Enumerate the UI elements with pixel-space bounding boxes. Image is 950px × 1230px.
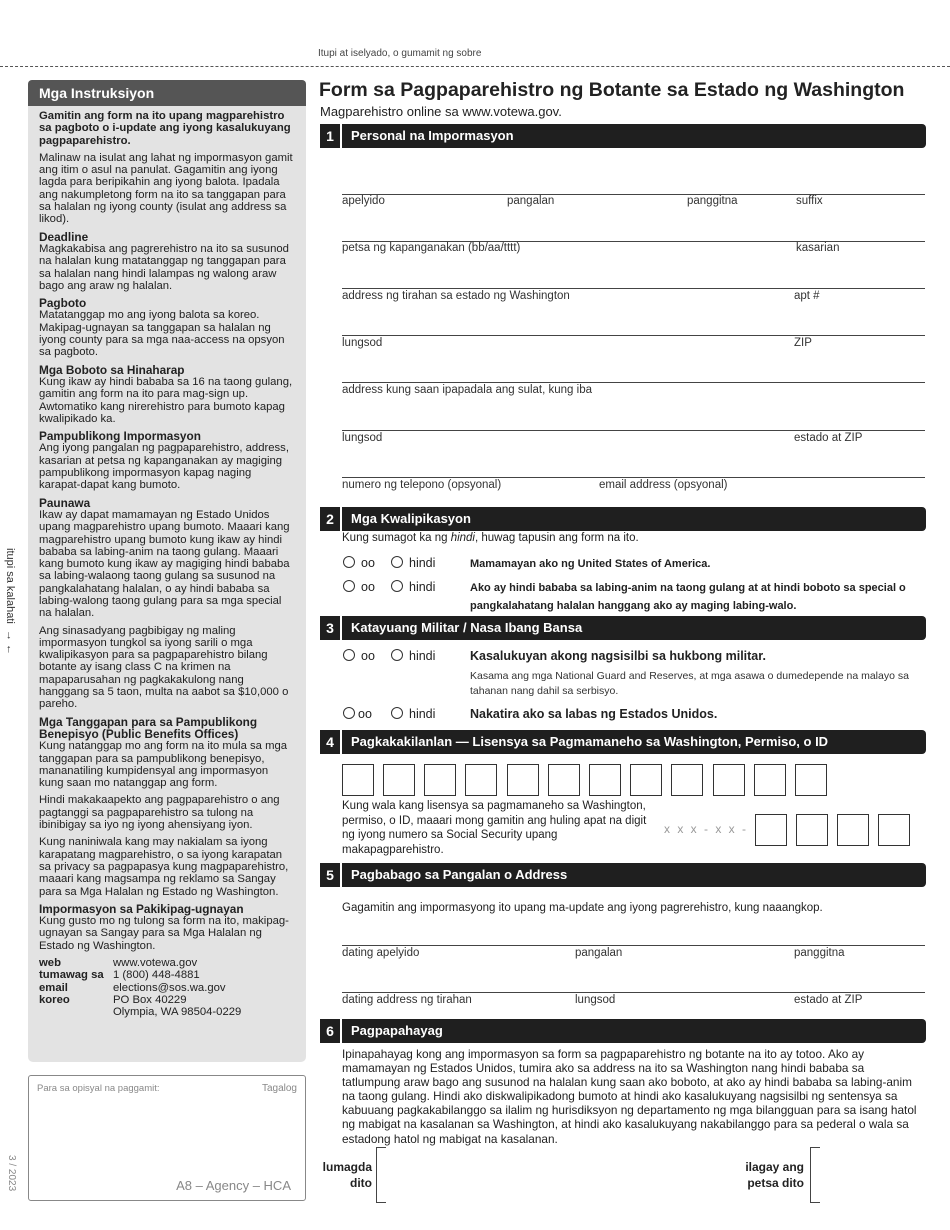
form-subtitle: Magparehistro online sa www.votewa.gov. bbox=[320, 104, 562, 119]
contact-web[interactable]: www.votewa.gov bbox=[113, 957, 198, 969]
warning-text-2: Ang sinasadyang pagbibigay ng maling impormasyon tungkol sa iyong sarili o mga kwalipikasyon para sa pagpaparehistro bilang botante ay isang class C na krimen na mapaparusahan ng pagkakakulong nang hanggang sa 5 taon, multa na aabot sa $10,000 o pareho. bbox=[39, 624, 289, 711]
last-name-label: apelyido bbox=[342, 195, 385, 207]
suffix-label: suffix bbox=[796, 195, 823, 207]
declaration-text: Ipinapahayag kong ang impormasyon sa form sa pagpaparehistro ng botante na ito ay totoo. Ako ay mamamayan ng Estados Unidos, tumira ako sa address na ito sa Washington nang hindi bababa sa tatlumpung araw bago ang susunod na halalan kung saan ako boboto, at ako ay hindi bababa sa labing-anim na taong gulang. Hindi ako diskwalipikadong bumoto at hindi ako kasalukuyang nagsisilbi ng sentensya sa kabuuang pagkakabilanggo sa ilalim ng hurisdiksyon ng departamento ng mga bilangguan para sa isang hatol ng mabigat na kasalanan sa Washington, at hindi ako kasalukuyang nakabilanggo para sa pederal o wala sa estadong hatol ng mabigat na kasalanan. bbox=[342, 1047, 917, 1146]
warning-text-1: Ikaw ay dapat mamamayan ng Estado Unidos upang magparehistro upang bumoto. Maaari kang magparehistro upang bumoto kung ikaw ay hindi bababa sa labing-anim na taong gulang. Maaari kang bumoto kung ikaw ay magiging hindi bababa sa labing-walaong taong gulang sa susunod na pangkalahatang halalan, o ay hindi bababa sa labing-walong taong gulang para sa mga special na halalan. bbox=[39, 508, 290, 620]
zip-label: ZIP bbox=[794, 337, 812, 349]
license-digit-box[interactable] bbox=[465, 764, 497, 796]
public-text: Ang iyong pangalan ng pagpaparehistro, address, kasarian at petsa ng kapanganakan ay magiging pampublikong impormasyon kapag naging karapat-dapat kang bumoto. bbox=[39, 442, 289, 492]
license-digit-box[interactable] bbox=[754, 764, 786, 796]
contact-email[interactable]: elections@sos.wa.gov bbox=[113, 981, 226, 994]
dob-label: petsa ng kapanganakan (bb/aa/tttt) bbox=[342, 242, 521, 254]
mail-address-label: address kung saan ipapadala ang sulat, kung iba bbox=[342, 384, 592, 396]
license-digit-box[interactable] bbox=[507, 764, 539, 796]
section-number: 2 bbox=[320, 507, 342, 531]
ssn-digit-box[interactable] bbox=[837, 814, 869, 846]
instructions-title: Mga Instruksiyon bbox=[28, 80, 306, 106]
sign-here-label: lumagda dito bbox=[322, 1160, 372, 1190]
contact-phone[interactable]: 1 (800) 448-4881 bbox=[113, 969, 200, 982]
section-1-header bbox=[320, 124, 926, 148]
name-field-line[interactable] bbox=[342, 194, 925, 195]
ssn-digit-box[interactable] bbox=[755, 814, 787, 846]
section-number: 6 bbox=[320, 1019, 342, 1043]
signature-field[interactable] bbox=[376, 1147, 386, 1203]
ssn-digit-box[interactable] bbox=[878, 814, 910, 846]
license-digit-box[interactable] bbox=[671, 764, 703, 796]
intro-bold: Gamitin ang form na ito upang magparehistro sa pagboto o i-update ang iyong kasalukuyang pagpaparehistro. bbox=[39, 110, 291, 147]
city-label: lungsod bbox=[342, 337, 383, 349]
fold-arrows-icon: → ← bbox=[4, 629, 16, 656]
date-here-label: ilagay ang petsa dito bbox=[745, 1160, 804, 1190]
section-number: 5 bbox=[320, 863, 342, 887]
no-label: hindi bbox=[409, 707, 436, 721]
license-digit-box[interactable] bbox=[795, 764, 827, 796]
ssn-note: Kung wala kang lisensya sa pagmamaneho sa Washington, permiso, o ID, maaari mong gamitin ang huling apat na digit ng iyong numero sa Social Security upang makapagparehistro. bbox=[342, 800, 647, 856]
form-title: Form sa Pagpaparehistro ng Botante sa Estado ng Washington bbox=[319, 79, 905, 101]
contact-key: koreo bbox=[39, 993, 70, 1006]
official-use-label: Para sa opisyal na paggamit: bbox=[37, 1083, 160, 1094]
old-last-name-label: dating apelyido bbox=[342, 947, 420, 959]
age-yes-radio[interactable] bbox=[343, 580, 355, 592]
age-question: Ako ay hindi bababa sa labing-anim na taong gulang at at hindi boboto sa special o pangkalahatang halalan hanggang ako ay maging labing-walo. bbox=[470, 582, 906, 612]
section-number: 4 bbox=[320, 730, 342, 754]
no-label: hindi bbox=[409, 556, 436, 570]
old-city-label: lungsod bbox=[575, 994, 616, 1006]
language-label: Tagalog bbox=[261, 1083, 297, 1094]
no-label: hindi bbox=[409, 649, 436, 663]
first-name-label: pangalan bbox=[507, 195, 555, 207]
pagboto-text: Matatanggap mo ang iyong balota sa koreo. Makipag-ugnayan sa tanggapan sa halalan ng iyong county para sa mga naa-access na opsyon sa pagboto. bbox=[39, 309, 285, 359]
deadline-text: Magkakabisa ang pagrerehistro na ito sa susunod na halalan kung matatanggap ng tanggapan para sa halalan nang hindi lalampas ng walong araw bago ang araw ng halalan. bbox=[39, 242, 289, 292]
qualifications-instruction: Kung sumagot ka ng hindi, huwag tapusin ang form na ito. bbox=[342, 532, 639, 544]
agency-code: A8 – Agency – HCA bbox=[176, 1178, 291, 1193]
overseas-question: Nakatira ako sa labas ng Estados Unidos. bbox=[470, 707, 718, 721]
mail-city-field-line[interactable] bbox=[342, 430, 925, 431]
contact-key: web bbox=[39, 957, 61, 969]
mail-address-field-line[interactable] bbox=[342, 382, 925, 383]
age-no-radio[interactable] bbox=[391, 580, 403, 592]
license-digit-box[interactable] bbox=[424, 764, 456, 796]
gender-label: kasarian bbox=[796, 242, 840, 254]
old-state-zip-label: estado at ZIP bbox=[794, 994, 863, 1006]
license-digit-box[interactable] bbox=[713, 764, 745, 796]
no-label: hindi bbox=[409, 580, 436, 594]
citizen-yes-radio[interactable] bbox=[343, 556, 355, 568]
warning-heading: Paunawa bbox=[39, 495, 91, 510]
section-4-header bbox=[320, 730, 926, 754]
contact-key: tumawag sa bbox=[39, 969, 104, 982]
benefits-heading: Mga Tanggapan para sa Pampublikong Benepisyo (Public Benefits Offices) bbox=[39, 714, 258, 741]
state-zip-label: estado at ZIP bbox=[794, 432, 863, 444]
middle-name-label: panggitna bbox=[687, 195, 738, 207]
pagboto-heading: Pagboto bbox=[39, 296, 87, 311]
city-field-line[interactable] bbox=[342, 335, 925, 336]
license-digit-box[interactable] bbox=[589, 764, 621, 796]
section-number: 1 bbox=[320, 124, 342, 148]
section-title: Pagbabago sa Pangalan o Address bbox=[351, 867, 568, 882]
old-address-label: dating address ng tirahan bbox=[342, 994, 472, 1006]
mail-city-label: lungsod bbox=[342, 432, 383, 444]
military-question: Kasalukuyan akong nagsisilbi sa hukbong militar. bbox=[470, 649, 766, 663]
yes-label: oo bbox=[358, 707, 372, 721]
yes-label: oo bbox=[361, 580, 375, 594]
section-number: 3 bbox=[320, 616, 342, 640]
benefits-text-3: Kung naniniwala kang may nakialam sa iyong karapatang magparehistro, o sa iyong karapatan sa privacy sa pagpapasya kung magpaparehistro, maaari kang magsampa ng reklamo sa Sangay para sa Mga Halalan ng Estado ng Washington. bbox=[39, 836, 289, 898]
fold-note: itupi sa kalahati → ← bbox=[4, 548, 16, 656]
ssn-digit-box[interactable] bbox=[796, 814, 828, 846]
section-3-header bbox=[320, 616, 926, 640]
contact-intro: Kung gusto mo ng tulong sa form na ito, makipag-ugnayan sa Sangay para sa Mga Halalan ng Estado ng Washington. bbox=[39, 915, 289, 952]
military-no-radio[interactable] bbox=[391, 649, 403, 661]
contact-list bbox=[39, 957, 295, 1018]
section-5-header bbox=[320, 863, 926, 887]
section-2-header bbox=[320, 507, 926, 531]
license-digit-box[interactable] bbox=[548, 764, 580, 796]
version-label: 3 / 2023 bbox=[6, 1155, 17, 1192]
section-title: Katayuang Militar / Nasa Ibang Bansa bbox=[351, 620, 583, 635]
apt-label: apt # bbox=[794, 290, 820, 302]
old-middle-name-label: panggitna bbox=[794, 947, 845, 959]
email-label: email address (opsyonal) bbox=[599, 479, 728, 491]
deadline-heading: Deadline bbox=[39, 229, 89, 244]
section-title: Mga Kwalipikasyon bbox=[351, 511, 471, 526]
section-title: Personal na Impormasyon bbox=[351, 128, 514, 143]
public-heading: Pampublikong Impormasyon bbox=[39, 429, 201, 444]
tear-note: Itupi at iselyado, o gumamit ng sobre bbox=[318, 48, 482, 59]
old-first-name-label: pangalan bbox=[575, 947, 623, 959]
overseas-no-radio[interactable] bbox=[391, 707, 403, 719]
contact-mail-city: Olympia, WA 98504-0229 bbox=[113, 1006, 242, 1019]
contact-mail: PO Box 40229 bbox=[113, 993, 187, 1006]
old-name-field-line[interactable] bbox=[342, 945, 925, 946]
intro-text: Malinaw na isulat ang lahat ng impormasyon gamit ang itim o asul na panulat. Gagamitin ang iyong lagda para beripikahin ang iyong balota. Ipadala ang nakumpletong form na ito sa tanggapan para sa halalan ng iyong county (isulat ang address sa likod). bbox=[39, 151, 293, 226]
benefits-text-2: Hindi makakaapekto ang pagpaparehistro o ang pagtanggi sa pagpaparehistro sa tulong na ibinibigay sa iyo ng iyong ahensiyang iyon. bbox=[39, 794, 280, 832]
official-use-box bbox=[28, 1075, 306, 1201]
contact-heading: Impormasyon sa Pakikipag-ugnayan bbox=[39, 901, 244, 916]
yes-label: oo bbox=[361, 649, 375, 663]
address-label: address ng tirahan sa estado ng Washington bbox=[342, 290, 570, 302]
change-note: Gagamitin ang impormasyong ito upang ma-update ang iyong pagrerehistro, kung naaangkop. bbox=[342, 902, 823, 914]
military-yes-radio[interactable] bbox=[343, 649, 355, 661]
instructions-panel bbox=[28, 80, 306, 1062]
contact-key bbox=[39, 1006, 113, 1018]
address-field-line[interactable] bbox=[342, 288, 925, 289]
phone-label: numero ng telepono (opsyonal) bbox=[342, 479, 502, 491]
old-address-field-line[interactable] bbox=[342, 992, 925, 993]
overseas-yes-radio[interactable] bbox=[343, 707, 355, 719]
contact-field-line[interactable] bbox=[342, 477, 925, 478]
tear-line bbox=[0, 66, 950, 67]
benefits-text-1: Kung natanggap mo ang form na ito mula sa mga tanggapan para sa pampublikong benepisyo, mananatiling kumpidensyal ang impormasyon kung saan mo natanggap ang form. bbox=[39, 740, 288, 790]
future-heading: Mga Boboto sa Hinaharap bbox=[39, 362, 185, 377]
license-digit-box[interactable] bbox=[383, 764, 415, 796]
future-text: Kung ikaw ay hindi bababa sa 16 na taong gulang, gamitin ang form na ito para mag-sign up. Awtomatiko kang nirerehistro para bumoto kapag kwalipikado ka. bbox=[39, 375, 293, 425]
section-title: Pagkakakilanlan — Lisensya sa Pagmamaneho sa Washington, Permiso, o ID bbox=[351, 734, 829, 749]
license-digit-box[interactable] bbox=[630, 764, 662, 796]
yes-label: oo bbox=[361, 556, 375, 570]
license-digit-box[interactable] bbox=[342, 764, 374, 796]
citizen-no-radio[interactable] bbox=[391, 556, 403, 568]
date-field[interactable] bbox=[810, 1147, 820, 1203]
section-6-header bbox=[320, 1019, 926, 1043]
military-note: Kasama ang mga National Guard and Reserves, at mga asawa o dumedepende na malayo sa tahanan nang dahil sa serbisyo. bbox=[470, 670, 909, 697]
ssn-mask: x x x - x x - bbox=[664, 822, 748, 836]
section-title: Pagpapahayag bbox=[351, 1023, 443, 1038]
contact-key: email bbox=[39, 981, 68, 994]
citizen-question: Mamamayan ako ng United States of America. bbox=[470, 558, 711, 570]
